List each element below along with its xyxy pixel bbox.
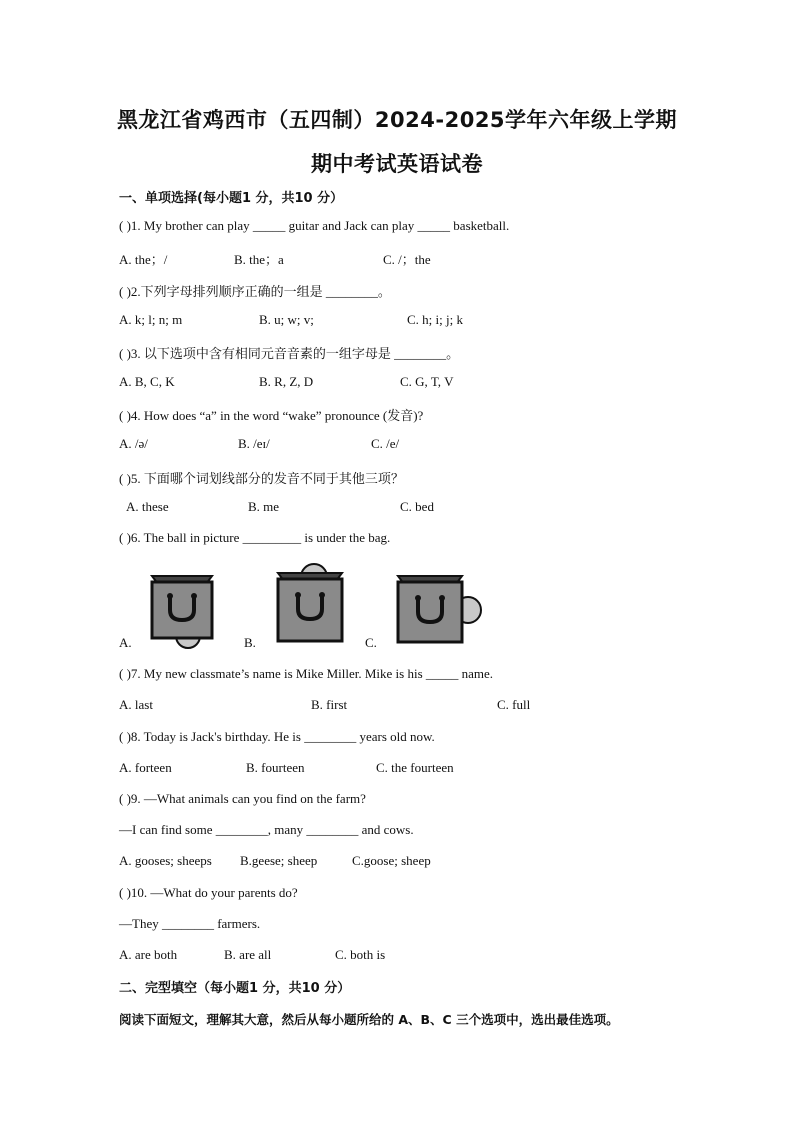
question-5-option-b: B. me: [248, 499, 280, 514]
question-1-option-c: C. /；the: [383, 252, 431, 267]
question-5-stem: ( )5. 下面哪个词划线部分的发音不同于其他三项？: [119, 471, 404, 486]
question-9-option-b: B.geese; sheep: [240, 853, 318, 868]
section2-instruction: 阅读下面短文，理解其大意，然后从每小题所给的 A、B、C 三个选项中，选出最佳选项。: [119, 1012, 619, 1027]
question-10-option-a: A. are both: [119, 947, 178, 962]
question-9-stem: ( )9. —What animals can you find on the farm?: [119, 791, 366, 806]
question-5-option-c: C. bed: [400, 499, 434, 514]
question-10-option-b: B. are all: [224, 947, 272, 962]
question-4-stem: ( )4. How does “a” in the word “wake” pronounce (发音)?: [119, 408, 424, 423]
question-2-stem: ( )2.下列字母排列顺序正确的一组是 ________。: [119, 284, 391, 299]
exam-title-line2: 期中考试英语试卷: [311, 152, 483, 176]
question-1-option-b: B. the；a: [234, 252, 284, 267]
question-7-option-a: A. last: [119, 697, 153, 712]
question-7-option-c: C. full: [497, 697, 531, 712]
question-3-stem: ( )3. 以下选项中含有相同元音音素的一组字母是 ________。: [119, 346, 460, 361]
section2-heading: 二、完型填空（每小题1 分，共10 分）: [119, 981, 351, 996]
question-6-option-a: A.: [119, 635, 132, 650]
question-7-option-b: B. first: [311, 697, 348, 712]
question-10-stem: ( )10. —What do your parents do?: [119, 885, 298, 900]
question-9-option-a: A. gooses; sheeps: [119, 853, 212, 868]
question-3-option-b: B. R, Z, D: [259, 374, 314, 389]
question-6-option-b: B.: [244, 635, 256, 650]
question-9-stem-line2: —I can find some ________, many ________ and cows.: [119, 822, 414, 837]
question-9-option-c: C.goose; sheep: [352, 853, 431, 868]
bag-icon: [278, 573, 342, 641]
question-4-option-b: B. /eɪ/: [238, 436, 270, 451]
question-8-option-b: B. fourteen: [246, 760, 305, 775]
question-2-option-b: B. u; w; v;: [259, 312, 314, 327]
bag-picture-b: [274, 563, 350, 647]
question-8-option-c: C. the fourteen: [376, 760, 454, 775]
question-2-option-c: C. h; i; j; k: [407, 312, 463, 327]
question-6-option-c: C.: [365, 635, 377, 650]
question-3-option-c: C. G, T, V: [400, 374, 454, 389]
question-10-stem-line2: —They ________ farmers.: [119, 916, 261, 931]
question-2-option-a: A. k; l; n; m: [119, 312, 183, 327]
question-8-option-a: A. forteen: [119, 760, 172, 775]
question-6-stem: ( )6. The ball in picture _________ is under the bag.: [119, 530, 391, 545]
bag-picture-a: [146, 570, 222, 650]
question-7-stem: ( )7. My new classmate’s name is Mike Miller. Mike is his _____ name.: [119, 666, 494, 681]
question-5-option-a: A. these: [126, 499, 169, 514]
question-1-stem: ( )1. My brother can play _____ guitar and Jack can play _____ basketball.: [119, 218, 510, 233]
question-8-stem: ( )8. Today is Jack's birthday. He is ________ years old now.: [119, 729, 435, 744]
bag-icon: [152, 576, 212, 638]
question-4-option-c: C. /e/: [371, 436, 400, 451]
bag-picture-c: [394, 570, 486, 650]
question-10-option-c: C. both is: [335, 947, 386, 962]
bag-icon: [398, 576, 462, 642]
exam-title-line1: 黑龙江省鸡西市（五四制）2024-2025学年六年级上学期: [116, 108, 678, 132]
question-4-option-a: A. /ə/: [119, 436, 148, 451]
section1-heading: 一、单项选择(每小题1 分，共10 分）: [119, 191, 344, 206]
question-3-option-a: A. B, C, K: [119, 374, 175, 389]
question-1-option-a: A. the；/: [119, 252, 168, 267]
